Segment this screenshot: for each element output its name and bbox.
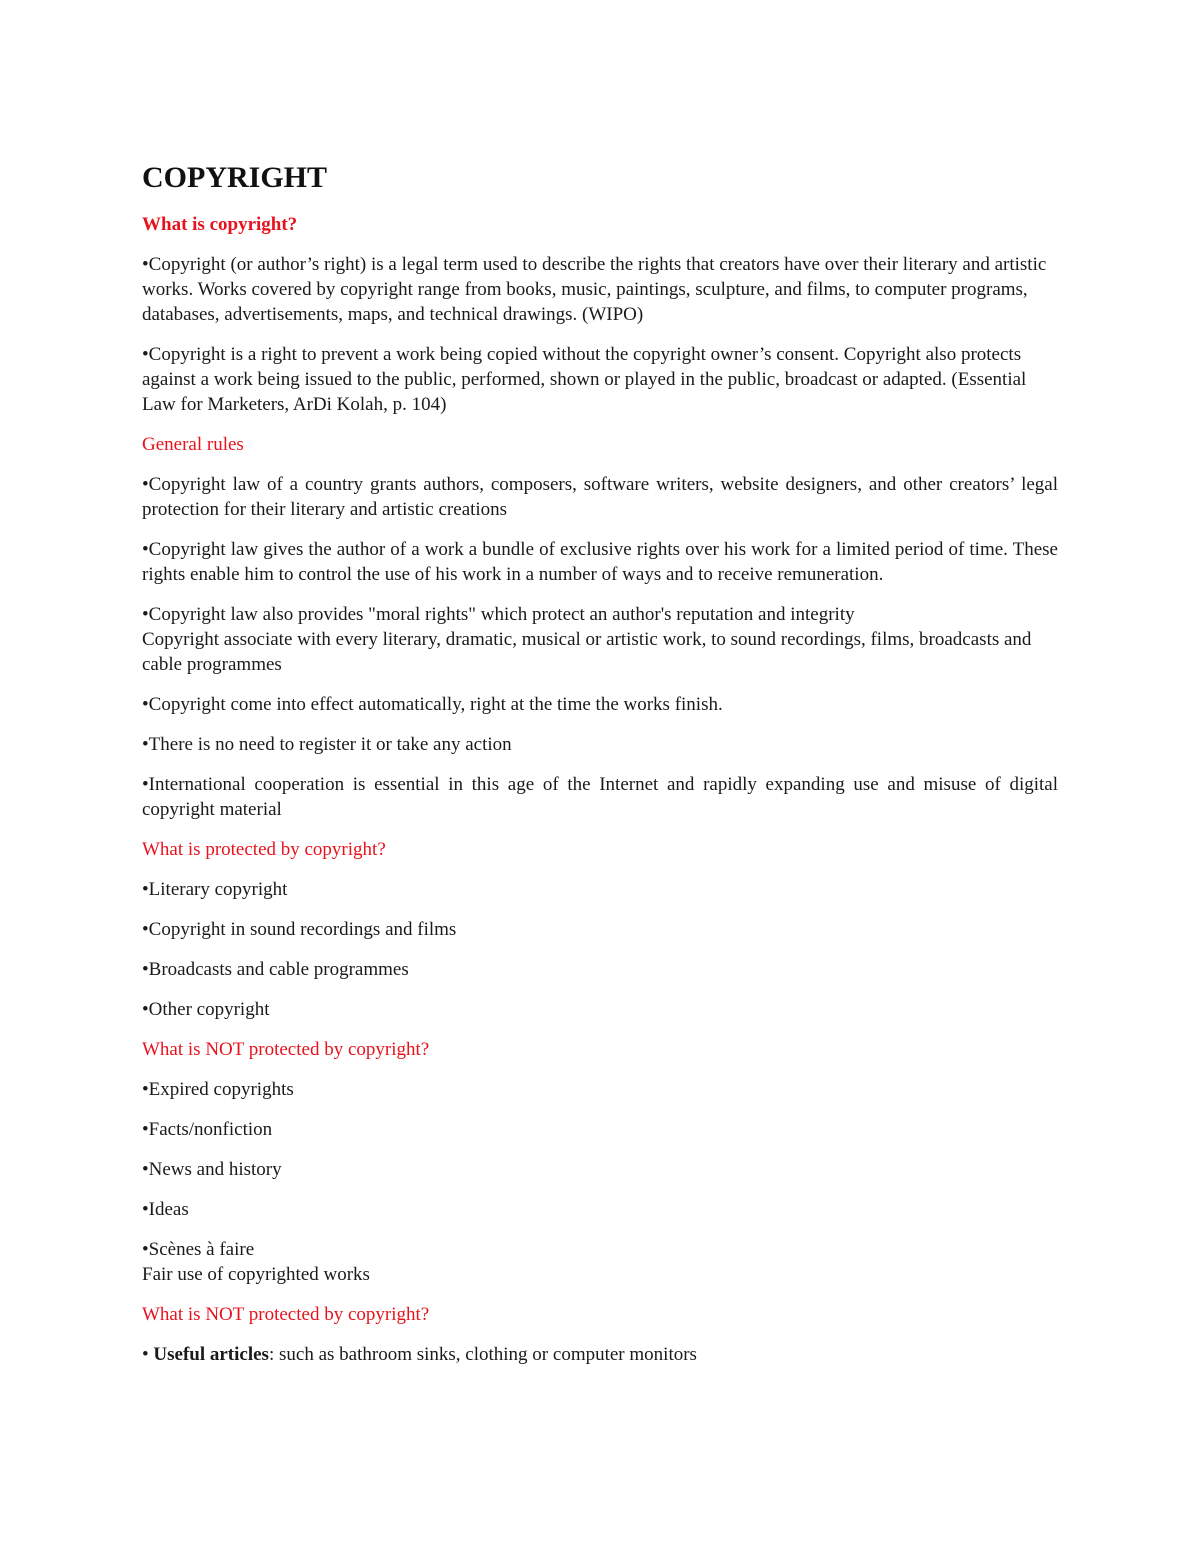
term-description: : such as bathroom sinks, clothing or computer monitors [268,1344,697,1365]
paragraph-rule-grants: •Copyright law of a country grants authors, composers, software writers, website designers, and other creators’ legal protection for their literary and artistic creations [142,474,1058,520]
list-item-useful-articles [142,1342,1058,1367]
document-page [142,158,1058,1382]
list-item: •Expired copyrights [142,1079,294,1100]
paragraph-right-to-prevent: •Copyright is a right to prevent a work being copied without the copyright owner’s consent. Copyright also protects against a work being issued to the public, performed, shown or played in the public, broadcast or adapted. (Essential Law for Marketers, ArDi Kolah, p. 104) [142,344,1027,415]
section-heading-what-is-copyright: What is copyright? [142,214,298,235]
list-item: •Ideas [142,1199,189,1220]
document-title: COPYRIGHT [142,161,328,194]
list-item: •Facts/nonfiction [142,1119,273,1140]
list-item: Fair use of copyrighted works [142,1264,370,1285]
paragraph-rule-international: •International cooperation is essential in this age of the Internet and rapidly expanding use and misuse of digital copyright material [142,774,1058,820]
paragraph-rule-bundle: •Copyright law gives the author of a work a bundle of exclusive rights over his work for a limited period of time. These rights enable him to control the use of his work in a number of ways and to receive remuneration. [142,539,1058,585]
list-item: •Broadcasts and cable programmes [142,959,409,980]
list-item: •News and history [142,1159,282,1180]
section-heading-not-protected: What is NOT protected by copyright? [142,1039,430,1060]
list-item: •Copyright in sound recordings and films [142,919,457,940]
paragraph-rule-no-register: •There is no need to register it or take any action [142,734,512,755]
list-item: Copyright associate with every literary, dramatic, musical or artistic work, to sound recordings, films, broadcasts and cable programmes [142,629,1032,675]
paragraph-wipo-definition: •Copyright (or author’s right) is a legal term used to describe the rights that creators have over their literary and artistic works. Works covered by copyright range from books, music, paintings, sculpture, and films, to computer programs, databases, advertisements, maps, and technical drawings. (WIPO) [142,254,1047,325]
term-useful-articles: Useful articles [153,1344,269,1365]
bullet: • [142,1344,149,1365]
paragraph-rule-moral-rights [142,602,1058,677]
section-heading-protected: What is protected by copyright? [142,839,386,860]
list-item: •Scènes à faire [142,1239,255,1260]
section-heading-not-protected-2: What is NOT protected by copyright? [142,1304,430,1325]
list-item: •Copyright law also provides "moral rights" which protect an author's reputation and integrity [142,604,855,625]
section-heading-general-rules: General rules [142,434,244,455]
paragraph-rule-automatic: •Copyright come into effect automatically, right at the time the works finish. [142,694,723,715]
list-item: •Other copyright [142,999,270,1020]
list-item: •Literary copyright [142,879,288,900]
list-item-scenes-fair-use [142,1237,1058,1287]
